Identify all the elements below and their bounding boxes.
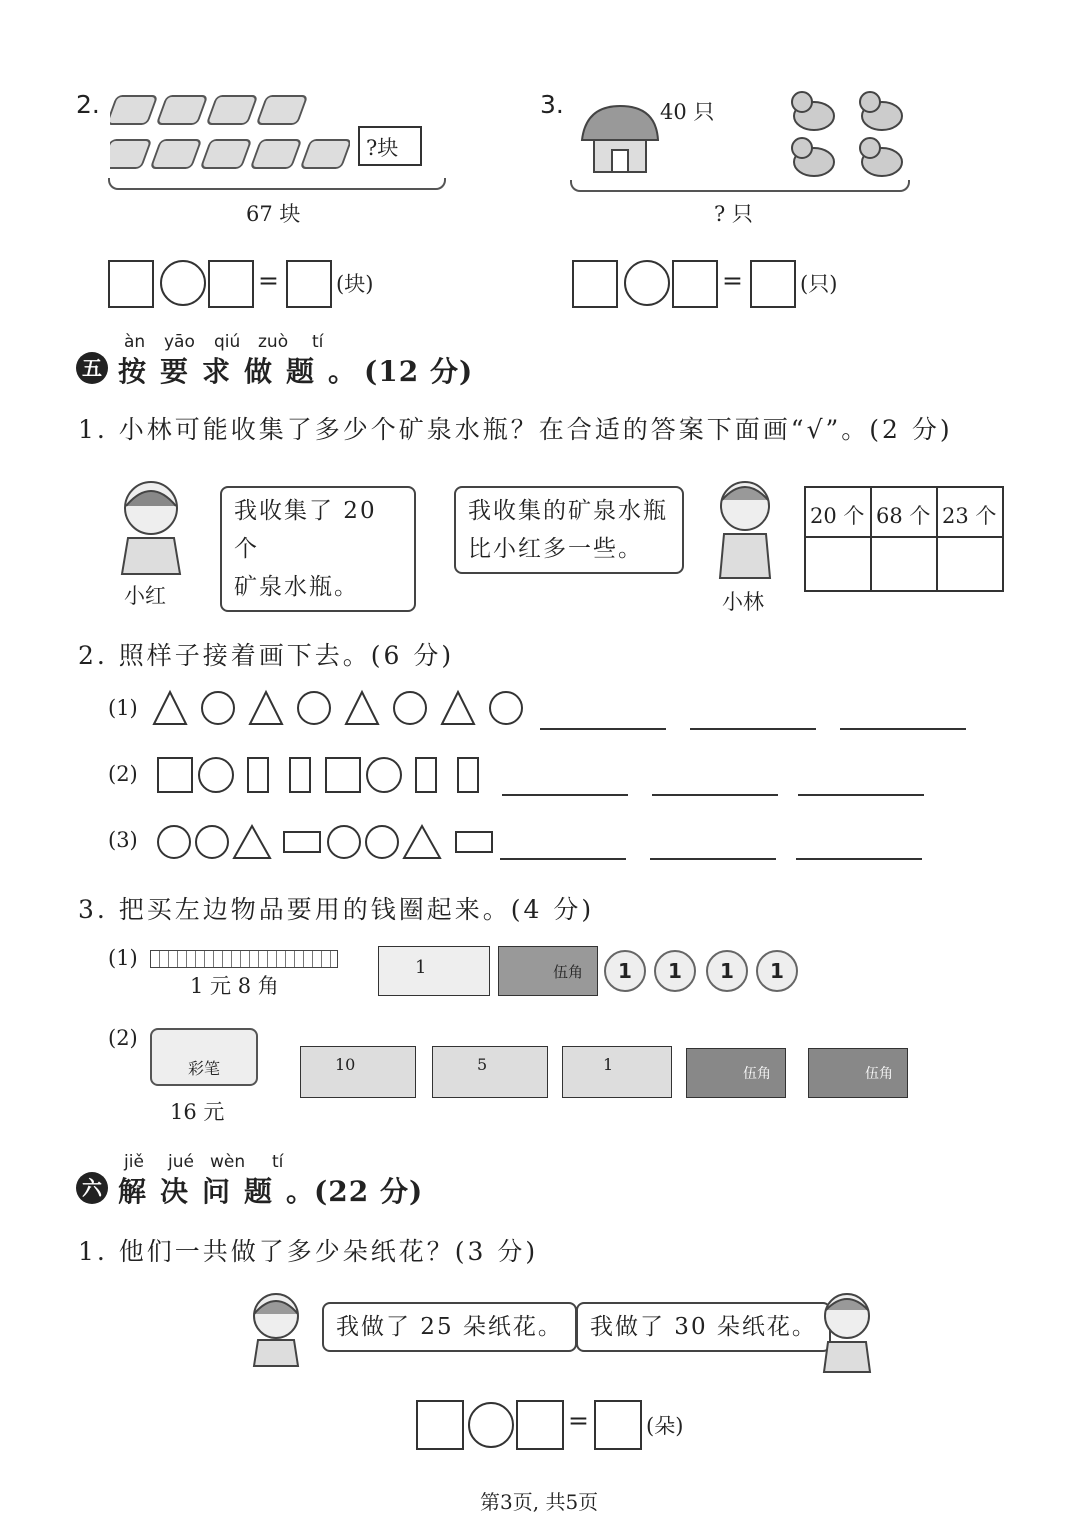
pinyin: qiú (214, 332, 241, 352)
section-badge: 六 (76, 1172, 108, 1204)
speech-bubble (220, 486, 416, 612)
q2-unit: (块) (336, 272, 374, 296)
question-text: 2. 照样子接着画下去。(6 分) (78, 641, 455, 670)
banknote-1-yuan[interactable] (378, 946, 490, 996)
bubble-line: 矿泉水瓶。 (234, 574, 359, 600)
boy-icon (818, 1288, 876, 1378)
question-text: 3. 把买左边物品要用的钱圈起来。(4 分) (78, 895, 595, 924)
banknote-1-yuan[interactable] (562, 1046, 672, 1098)
option-cell: 23 个 (942, 504, 997, 528)
ruler-icon (150, 950, 338, 968)
note-value: 伍角 (865, 1066, 893, 1082)
section-title: 解决问题。 (118, 1175, 329, 1208)
answer-box[interactable] (594, 1400, 642, 1450)
equals-sign: = (722, 266, 746, 295)
boy-icon (714, 476, 776, 584)
speech-bubble (454, 486, 684, 574)
q-unit: (朵) (646, 1414, 684, 1438)
eraser-group (110, 88, 350, 188)
equals-sign: = (568, 1406, 592, 1435)
pinyin: tí (272, 1152, 284, 1172)
answer-line[interactable] (502, 794, 628, 796)
answer-box[interactable] (672, 260, 718, 308)
bubble-line: 比小红多一些。 (468, 536, 643, 562)
row-label: (1) (108, 696, 138, 720)
option-cell: 20 个 (810, 504, 865, 528)
note-value: 5 (477, 1055, 488, 1074)
q3-unit: (只) (800, 272, 838, 296)
answer-box[interactable] (750, 260, 796, 308)
answer-box[interactable] (108, 260, 154, 308)
bubble-line: 我做了 25 朵纸花。 (336, 1314, 563, 1340)
answer-box[interactable] (416, 1400, 464, 1450)
banknote-5-jiao[interactable] (808, 1048, 908, 1098)
answer-box[interactable] (286, 260, 332, 308)
answer-box[interactable] (572, 260, 618, 308)
equals-sign: = (258, 266, 282, 295)
answer-box[interactable] (208, 260, 254, 308)
item-price: 1 元 8 角 (190, 974, 279, 998)
answer-line[interactable] (690, 728, 816, 730)
coin-1-yuan[interactable]: 1 (756, 950, 798, 992)
bubble-line: 我收集了 20 个 (234, 498, 377, 562)
section-badge: 五 (76, 352, 108, 384)
speech-bubble (576, 1302, 831, 1352)
pinyin: zuò (258, 332, 289, 352)
note-value: 1 (603, 1055, 614, 1074)
box-label: ?块 (366, 136, 399, 160)
row-label: (3) (108, 828, 138, 852)
section-score: (12 分) (364, 355, 474, 388)
unknown-box (358, 126, 422, 166)
pinyin: jué (168, 1152, 194, 1172)
item-price: 16 元 (170, 1100, 225, 1124)
answer-table (804, 486, 1004, 592)
pinyin: tí (312, 332, 324, 352)
answer-line[interactable] (650, 858, 776, 860)
answer-line[interactable] (840, 728, 966, 730)
pattern-row-3 (156, 822, 496, 866)
bubble-line: 我做了 30 朵纸花。 (590, 1314, 817, 1340)
row-label: (2) (108, 762, 138, 786)
coin-1-yuan[interactable]: 1 (604, 950, 646, 992)
answer-box[interactable] (516, 1400, 564, 1450)
answer-line[interactable] (500, 858, 626, 860)
note-value: 伍角 (553, 963, 584, 981)
pinyin: yāo (164, 332, 195, 352)
bird-icon (786, 90, 916, 190)
q2-total: 67 块 (246, 202, 301, 226)
brace (570, 180, 910, 192)
house-label: 40 只 (660, 100, 715, 124)
banknote-5-yuan[interactable] (432, 1046, 548, 1098)
pattern-row-1 (150, 688, 530, 732)
name-label: 小林 (722, 590, 764, 614)
coin-1-yuan[interactable]: 1 (654, 950, 696, 992)
pattern-row-2 (156, 756, 486, 800)
check-cell[interactable] (808, 540, 868, 586)
pinyin: àn (124, 332, 146, 352)
name-label: 小红 (124, 584, 166, 608)
operator-circle[interactable] (624, 260, 670, 306)
pinyin: wèn (210, 1152, 246, 1172)
note-value: 10 (335, 1055, 356, 1074)
question-text: 1. 小林可能收集了多少个矿泉水瓶？在合适的答案下面画“√”。(2 分) (78, 415, 953, 444)
crayon-box-label: 彩笔 (188, 1059, 221, 1078)
speech-bubble (322, 1302, 577, 1352)
girl-icon (116, 476, 186, 580)
answer-line[interactable] (540, 728, 666, 730)
girl-icon (246, 1288, 306, 1372)
eraser-icon (110, 88, 350, 188)
operator-circle[interactable] (468, 1402, 514, 1448)
mushroom-house-icon (576, 100, 662, 182)
banknote-5-jiao[interactable] (498, 946, 598, 996)
crayon-box-icon (150, 1028, 258, 1086)
answer-line[interactable] (652, 794, 778, 796)
section-title: 按要求做题。 (118, 355, 371, 388)
note-value: 伍角 (743, 1066, 771, 1082)
question-text: 1. 他们一共做了多少朵纸花？(3 分) (78, 1237, 539, 1266)
q2-number: 2. (76, 90, 100, 119)
pinyin: jiě (124, 1152, 144, 1172)
brace (108, 178, 446, 190)
check-cell[interactable] (874, 540, 934, 586)
answer-line[interactable] (796, 858, 922, 860)
answer-line[interactable] (798, 794, 924, 796)
operator-circle[interactable] (160, 260, 206, 306)
row-label: (2) (108, 1026, 138, 1050)
q3-total: ? 只 (714, 202, 753, 226)
banknote-5-jiao[interactable] (686, 1048, 786, 1098)
section-score: (22 分) (314, 1175, 424, 1208)
q3-number: 3. (540, 90, 564, 119)
row-label: (1) (108, 946, 138, 970)
bubble-line: 我收集的矿泉水瓶 (468, 498, 668, 524)
note-value: 1 (415, 957, 427, 978)
page-footer: 第3页, 共5页 (480, 1490, 599, 1514)
coin-1-yuan[interactable]: 1 (706, 950, 748, 992)
check-cell[interactable] (940, 540, 1000, 586)
option-cell: 68 个 (876, 504, 931, 528)
banknote-10-yuan[interactable] (300, 1046, 416, 1098)
